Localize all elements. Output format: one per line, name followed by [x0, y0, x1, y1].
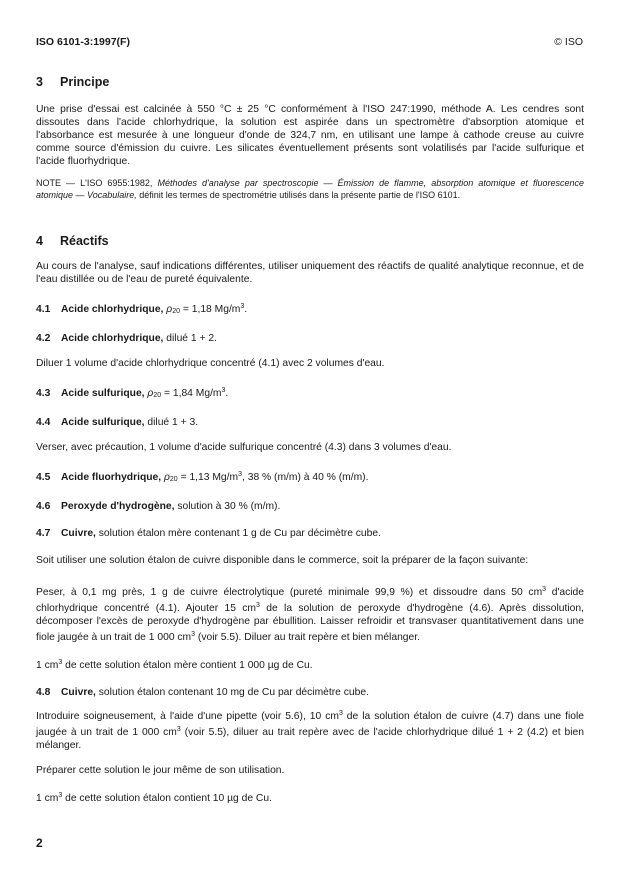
section-4-number: 4 [36, 234, 43, 248]
item-4-4: 4.4 Acide sulfurique, dilué 1 + 3. [36, 417, 199, 428]
note-suffix: définit les termes de spectrométrie utilisés dans la présente partie de l'ISO 6101. [136, 189, 461, 200]
section-4-heading [36, 235, 584, 248]
note-paragraph [36, 178, 584, 201]
item-4-7-concentration: 1 $cm^3$ de cette solution étalon mère contient 1 000 µg de Cu. [36, 659, 313, 671]
item-4-7-procedure: Peser, à 0,1 mg près, 1 g de cuivre électrolytique (pureté minimale 99,9 %) et dissoudre dans 50 $cm^3$ d'acide chlorhydrique concentré (4.1). Ajouter 15 $cm^3$ de la solution de peroxyde d'hydrogène (4.6). Après dissolution, décomposer l'excès de peroxyde d'hydrogène par ébullition. Laisser refroidir et transvaser quantitativement dans une fiole jaugée à un trait de 1 000 $cm^3$ (voir 5.5). Diluer au trait repère et bien mélanger. [36, 586, 585, 643]
reagents-intro: Au cours de l'analyse, sauf indications différentes, utiliser uniquement des réactifs de qualité analytique reconnue, et de l'eau distillée ou de l'eau de pureté équivalente. [36, 261, 584, 285]
item-4-4-text: Verser, avec précaution, 1 volume d'acide sulfurique concentré (4.3) dans 3 volumes d'eau. [36, 442, 452, 453]
section-3-heading [36, 76, 584, 89]
note-prefix: NOTE — L'ISO 6955:1982, [36, 178, 158, 188]
item-4-8-preparation: Préparer cette solution le jour même de son utilisation. [36, 765, 285, 776]
item-4-3: 4.3 Acide sulfurique, ρ20 = 1,84 $Mg/m^3$. [36, 387, 229, 399]
item-4-8: 4.8 Cuivre, solution étalon contenant 10 mg de Cu par décimètre cube. [36, 687, 369, 698]
copyright-mark: © ISO [554, 36, 583, 48]
section-3-number: 3 [36, 75, 43, 89]
item-4-7: 4.7 Cuivre, solution étalon mère contenant 1 g de Cu par décimètre cube. [36, 528, 381, 539]
document-body [36, 72, 584, 805]
page-number: 2 [36, 836, 43, 850]
item-4-2-text: Diluer 1 volume d'acide chlorhydrique concentré (4.1) avec 2 volumes d'eau. [36, 358, 385, 369]
item-4-7-intro: Soit utiliser une solution étalon de cuivre disponible dans le commerce, soit la préparer de la façon suivante: [36, 555, 529, 566]
section-3-title: Principe [60, 75, 110, 89]
item-4-2: 4.2 Acide chlorhydrique, dilué 1 + 2. [36, 333, 217, 344]
item-4-1: 4.1 Acide chlorhydrique, ρ20 = 1,18 $Mg/m^3$. [36, 303, 248, 315]
item-4-8-procedure: Introduire soigneusement, à l'aide d'une pipette (voir 5.6), 10 $cm^3$ de la solution étalon de cuivre (4.7) dans une fiole jaugée à un trait de 1 000 $cm^3$ (voir 5.5), diluer au trait repère avec de l'acide chlorhydrique dilué 1 + 2 (4.2) et bien mélanger. [36, 710, 584, 751]
section-4-title: Réactifs [60, 234, 109, 248]
item-4-8-concentration: 1 $cm^3$ de cette solution étalon contient 10 µg de Cu. [36, 792, 272, 804]
principle-paragraph: Une prise d'essai est calcinée à 550 °C ± 25 °C conformément à l'ISO 247:1990, méthode A. Les cendres sont dissoutes dans l'acide chlorhydrique, la solution est aspirée dans un spectromètre d'absorption atomique et l'absorbance est mesurée à une longueur d'onde de 324,7 nm, en utilisant une lampe à cathode creuse au cuivre comme source d'émission du cuivre. Les silicates éventuellement présents sont volatilisés par l'acide sulfurique et l'acide fluorhydrique. [36, 104, 584, 167]
item-4-5: 4.5 Acide fluorhydrique, ρ20 = 1,13 $Mg/m^3$, 38 % (m/m) à 40 % (m/m). [36, 471, 369, 483]
item-4-6: 4.6 Peroxyde d'hydrogène, solution à 30 % (m/m). [36, 501, 281, 512]
note-title: Méthodes d'analyse par spectroscopie — Émission de flamme, absorption atomique et fluorescence atomique — Vocabulaire, [36, 178, 584, 200]
standard-reference: ISO 6101-3:1997(F) [36, 36, 130, 48]
